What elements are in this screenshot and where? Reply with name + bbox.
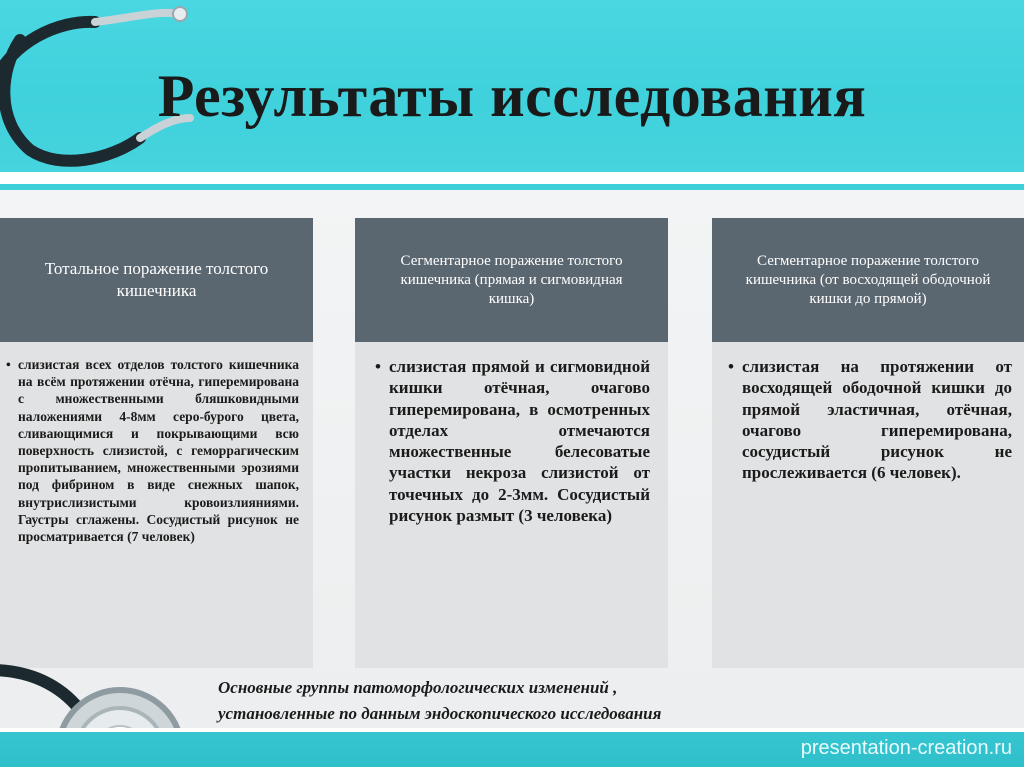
card-heading: Тотальное поражение толстого кишечника	[0, 218, 313, 342]
card-body	[355, 342, 668, 668]
caption-line: Основные группы патоморфологических изменений ,	[218, 678, 618, 697]
divider	[0, 172, 1024, 184]
list-item: • слизистая на протяжении от восходящей ободочной кишки до прямой эластичная, отёчная, очагово гиперемирована, сосудистый рисунок не прослеживается (6 человек).	[742, 356, 1012, 484]
list-item: • слизистая всех отделов толстого кишечника на всём протяжении отёчна, гиперемирована с множественными бляшковидными наложениями 4-8мм серо-бурого цвета, сливающимися и покрывающими всю поверхность слизистой, с геморрагическим пропитыванием, множественными эрозиями под фибрином в виде снежных шапок, внутрислизистыми кровоизлияниями. Гаустры сглажены. Сосудистый рисунок не просматривается (7 человек)	[18, 356, 299, 545]
card-segment-rectum-sigmoid	[355, 218, 668, 668]
card-heading: Сегментарное поражение толстого кишечника (прямая и сигмовидная кишка)	[355, 218, 668, 342]
list-item: • слизистая прямой и сигмовидной кишки отёчная, очагово гиперемирована, в осмотренных отделах отмечаются множественные белесоватые участки некроза слизистой от точечных до 2-3мм. Сосудистый рисунок размыт (3 человека)	[389, 356, 650, 526]
watermark: presentation-creation.ru	[800, 737, 1012, 759]
card-total-lesion	[0, 218, 313, 668]
card-body	[0, 342, 313, 668]
card-heading: Сегментарное поражение толстого кишечника (от восходящей ободочной кишки до прямой)	[712, 218, 1024, 342]
card-segment-ascending-to-rectum	[712, 218, 1024, 668]
card-body	[712, 342, 1024, 668]
caption-line: установленные по данным эндоскопического исследования	[218, 704, 662, 723]
page-title: Результаты исследования	[157, 63, 867, 129]
caption	[218, 675, 838, 727]
